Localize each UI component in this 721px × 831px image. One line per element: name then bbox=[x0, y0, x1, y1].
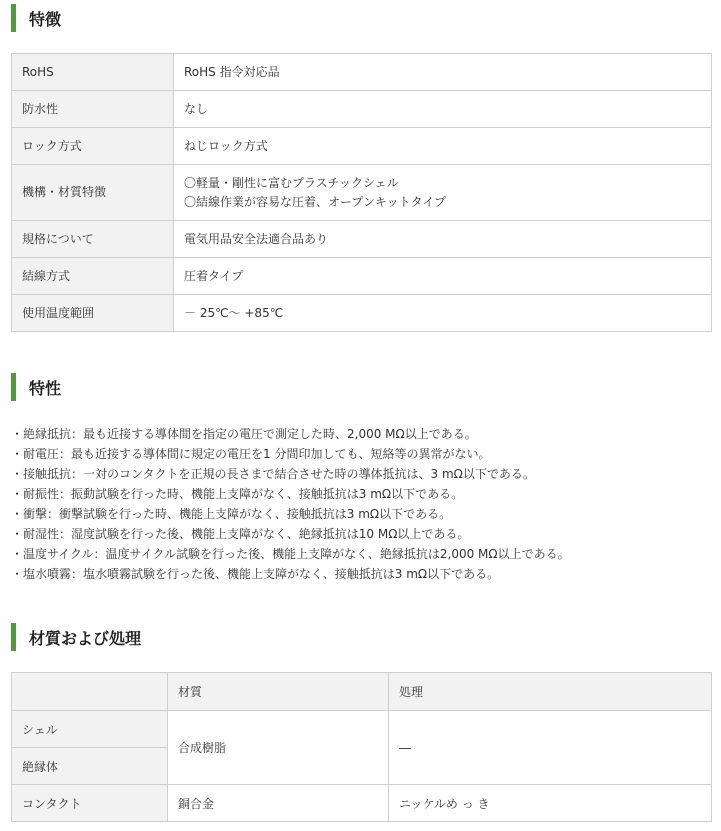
table-row bbox=[12, 711, 712, 748]
characteristics-list bbox=[11, 424, 570, 584]
header-treatment: 処理 bbox=[389, 673, 712, 711]
feature-label: 規格について bbox=[12, 221, 174, 258]
table-row bbox=[12, 54, 712, 91]
list-item: ・塩水噴霧：塩水噴霧試験を行った後、機能上支障がなく、接触抵抗は3 mΩ以下である。 bbox=[11, 567, 500, 581]
list-item: ・衝撃：衝撃試験を行った時、機能上支障がなく、接触抵抗は3 mΩ以下である。 bbox=[11, 507, 452, 521]
header-material: 材質 bbox=[168, 673, 389, 711]
table-header-row bbox=[12, 673, 712, 711]
features-heading bbox=[11, 3, 710, 33]
feature-value: ねじロック方式 bbox=[174, 128, 712, 165]
feature-value: 電気用品安全法適合品あり bbox=[174, 221, 712, 258]
feature-value-multiline bbox=[174, 165, 712, 221]
feature-line: 〇軽量・剛性に富むプラスチックシェル bbox=[184, 175, 399, 190]
table-row bbox=[12, 165, 712, 221]
feature-value: RoHS 指令対応品 bbox=[174, 54, 712, 91]
row-label-shell: シェル bbox=[12, 711, 168, 748]
characteristics-heading bbox=[11, 372, 710, 402]
heading-accent-bar bbox=[11, 4, 16, 32]
table-row bbox=[12, 785, 712, 822]
heading-accent-bar bbox=[11, 373, 16, 401]
characteristics-title: 特性 bbox=[29, 378, 62, 398]
list-item: ・耐電圧：最も近接する導体間に規定の電圧を1 分間印加しても、短絡等の異常がない。 bbox=[11, 447, 491, 461]
feature-label: 結線方式 bbox=[12, 258, 174, 295]
feature-label: 機構・材質特徴 bbox=[12, 165, 174, 221]
materials-title: 材質および処理 bbox=[29, 628, 142, 648]
shared-material-cell: 合成樹脂 bbox=[168, 711, 389, 785]
shared-treatment-cell: ― bbox=[389, 711, 712, 785]
feature-line: 〇結線作業が容易な圧着、オープンキットタイプ bbox=[184, 194, 447, 209]
header-corner-cell bbox=[12, 673, 168, 711]
row-label-contact: コンタクト bbox=[12, 785, 168, 822]
list-item: ・耐湿性：湿度試験を行った後、機能上支障がなく、絶縁抵抗は10 MΩ以上である。 bbox=[11, 527, 470, 541]
feature-value: なし bbox=[174, 91, 712, 128]
list-item: ・絶縁抵抗：最も近接する導体間を指定の電圧で測定した時、2,000 MΩ以上である。 bbox=[11, 427, 477, 441]
feature-value: － 25℃～ +85℃ bbox=[174, 295, 712, 332]
feature-value: 圧着タイプ bbox=[174, 258, 712, 295]
contact-material-cell: 銅合金 bbox=[168, 785, 389, 822]
contact-treatment-cell: ニッケルめ っ き bbox=[389, 785, 712, 822]
materials-table bbox=[11, 672, 712, 822]
feature-label: RoHS bbox=[12, 54, 174, 91]
table-row bbox=[12, 221, 712, 258]
row-label-insulator: 絶縁体 bbox=[12, 748, 168, 785]
feature-label: ロック方式 bbox=[12, 128, 174, 165]
table-row bbox=[12, 295, 712, 332]
features-table bbox=[11, 53, 712, 332]
heading-accent-bar bbox=[11, 623, 16, 651]
list-item: ・接触抵抗：一対のコンタクトを正規の長さまで結合させた時の導体抵抗は、3 mΩ以下である。 bbox=[11, 467, 535, 481]
features-title: 特徴 bbox=[29, 9, 62, 29]
list-item: ・温度サイクル：温度サイクル試験を行った後、機能上支障がなく、絶縁抵抗は2,000 MΩ以上である。 bbox=[11, 547, 570, 561]
feature-label: 使用温度範囲 bbox=[12, 295, 174, 332]
table-row bbox=[12, 91, 712, 128]
table-row bbox=[12, 258, 712, 295]
materials-heading bbox=[11, 622, 710, 652]
list-item: ・耐振性：振動試験を行った時、機能上支障がなく、接触抵抗は3 mΩ以下である。 bbox=[11, 487, 464, 501]
table-row bbox=[12, 128, 712, 165]
feature-label: 防水性 bbox=[12, 91, 174, 128]
